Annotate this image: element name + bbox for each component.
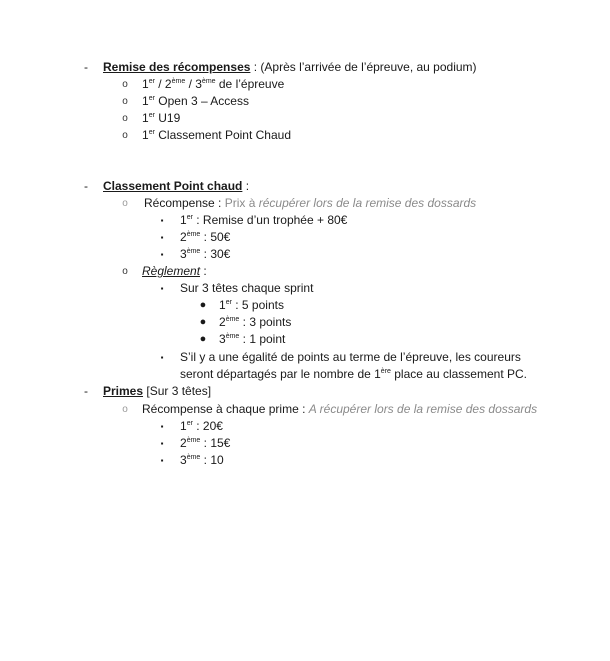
primes-subtitle: [Sur 3 têtes] xyxy=(143,384,212,398)
tie-rule-line2 xyxy=(180,366,527,383)
rank-number: 1 xyxy=(142,128,149,142)
square-bullet: ▪ xyxy=(160,250,164,259)
item-text: de l’épreuve xyxy=(215,77,285,91)
list-item xyxy=(219,331,285,348)
item-text: Classement Point Chaud xyxy=(154,128,291,142)
square-bullet: ▪ xyxy=(160,284,164,293)
reglement-colon: : xyxy=(200,264,207,278)
tie-rule-line1: S’il y a une égalité de points au terme de l’épreuve, les coureurs xyxy=(180,350,521,364)
primes-recompense-note: A récupérer lors de la remise des dossards xyxy=(308,402,538,416)
rank-number: 2 xyxy=(180,436,187,450)
circle-bullet: o xyxy=(122,130,128,141)
item-text: : 10 xyxy=(200,453,224,467)
item-text: : 50€ xyxy=(200,230,231,244)
classement-heading xyxy=(103,178,249,195)
rank-suffix: ème xyxy=(186,231,201,238)
rank-number: 1 xyxy=(219,298,226,312)
list-item xyxy=(180,435,230,452)
rank-number: 1 xyxy=(142,77,149,91)
item-text: Open 3 – Access xyxy=(154,94,249,108)
list-item xyxy=(142,127,291,144)
circle-bullet: o xyxy=(122,266,128,277)
rank-suffix: er xyxy=(186,420,193,427)
square-bullet: ▪ xyxy=(160,439,164,448)
reglement-label: Règlement xyxy=(142,264,201,278)
dot-bullet: ● xyxy=(199,333,207,345)
circle-bullet: o xyxy=(122,79,128,90)
sprint-rule: Sur 3 têtes chaque sprint xyxy=(180,281,314,295)
list-item xyxy=(180,418,223,435)
primes-recompense-label: Récompense à chaque prime : xyxy=(142,402,309,416)
dot-bullet: ● xyxy=(199,316,207,328)
list-item xyxy=(219,297,284,314)
list-item xyxy=(180,246,230,263)
rank-suffix: ème xyxy=(225,316,240,323)
primes-recompense-line xyxy=(142,401,537,418)
rank-number: / 2 xyxy=(154,77,172,91)
dash-bullet: - xyxy=(84,60,88,74)
classement-colon: : xyxy=(242,179,250,193)
circle-bullet: o xyxy=(122,404,128,415)
rank-suffix: ème xyxy=(186,248,201,255)
list-item xyxy=(142,93,249,110)
dash-bullet: - xyxy=(84,179,88,193)
rank-suffix: er xyxy=(148,78,155,85)
rank-suffix: er xyxy=(225,299,232,306)
circle-bullet: o xyxy=(122,113,128,124)
square-bullet: ▪ xyxy=(160,456,164,465)
item-text: : 3 points xyxy=(239,315,292,329)
recompense-line xyxy=(144,195,476,212)
rank-suffix: er xyxy=(186,214,193,221)
primes-title: Primes xyxy=(103,384,144,398)
square-bullet: ▪ xyxy=(160,422,164,431)
recompense-label: Récompense : xyxy=(144,196,225,210)
item-text: : 15€ xyxy=(200,436,231,450)
recompense-prefix: Prix à xyxy=(224,196,259,210)
dot-bullet: ● xyxy=(199,299,207,311)
item-text: seront départagés par le nombre de 1 xyxy=(180,367,381,381)
square-bullet: ▪ xyxy=(160,353,164,362)
item-text: place au classement PC. xyxy=(390,367,527,381)
list-item xyxy=(142,76,284,93)
rank-suffix: ème xyxy=(186,454,201,461)
rank-number: 1 xyxy=(142,94,149,108)
remise-heading xyxy=(103,59,477,76)
item-text: : 20€ xyxy=(192,419,223,433)
reglement-line xyxy=(142,263,207,280)
rank-number: / 3 xyxy=(185,77,202,91)
rank-suffix: ème xyxy=(171,78,186,85)
rank-suffix: ème xyxy=(201,78,216,85)
remise-title: Remise des récompenses xyxy=(103,60,251,74)
list-item xyxy=(180,229,230,246)
recompense-note: récupérer lors de la remise des dossards xyxy=(258,196,477,210)
rank-number: 1 xyxy=(142,111,149,125)
rank-number: 3 xyxy=(180,247,187,261)
rank-suffix: ème xyxy=(225,333,240,340)
remise-subtitle: : (Après l’arrivée de l’épreuve, au podium) xyxy=(250,60,477,74)
circle-bullet: o xyxy=(122,96,128,107)
rank-suffix: ère xyxy=(380,368,391,375)
item-text: : Remise d’un trophée + 80€ xyxy=(192,213,348,227)
rank-suffix: er xyxy=(148,129,155,136)
square-bullet: ▪ xyxy=(160,233,164,242)
dash-bullet: - xyxy=(84,384,88,398)
item-text: U19 xyxy=(154,111,181,125)
rank-number: 3 xyxy=(219,332,226,346)
item-text: : 1 point xyxy=(239,332,286,346)
item-text: : 30€ xyxy=(200,247,231,261)
rank-number: 2 xyxy=(180,230,187,244)
item-text: : 5 points xyxy=(231,298,284,312)
list-item xyxy=(180,452,224,469)
rank-number: 1 xyxy=(180,213,187,227)
list-item xyxy=(180,212,347,229)
rank-suffix: ème xyxy=(186,437,201,444)
classement-title: Classement Point chaud xyxy=(103,179,243,193)
list-item xyxy=(219,314,291,331)
rank-number: 2 xyxy=(219,315,226,329)
rank-number: 3 xyxy=(180,453,187,467)
rank-number: 1 xyxy=(180,419,187,433)
square-bullet: ▪ xyxy=(160,216,164,225)
rank-suffix: er xyxy=(148,95,155,102)
rank-suffix: er xyxy=(148,112,155,119)
list-item xyxy=(142,110,180,127)
primes-heading xyxy=(103,383,211,400)
circle-bullet: o xyxy=(122,198,128,209)
